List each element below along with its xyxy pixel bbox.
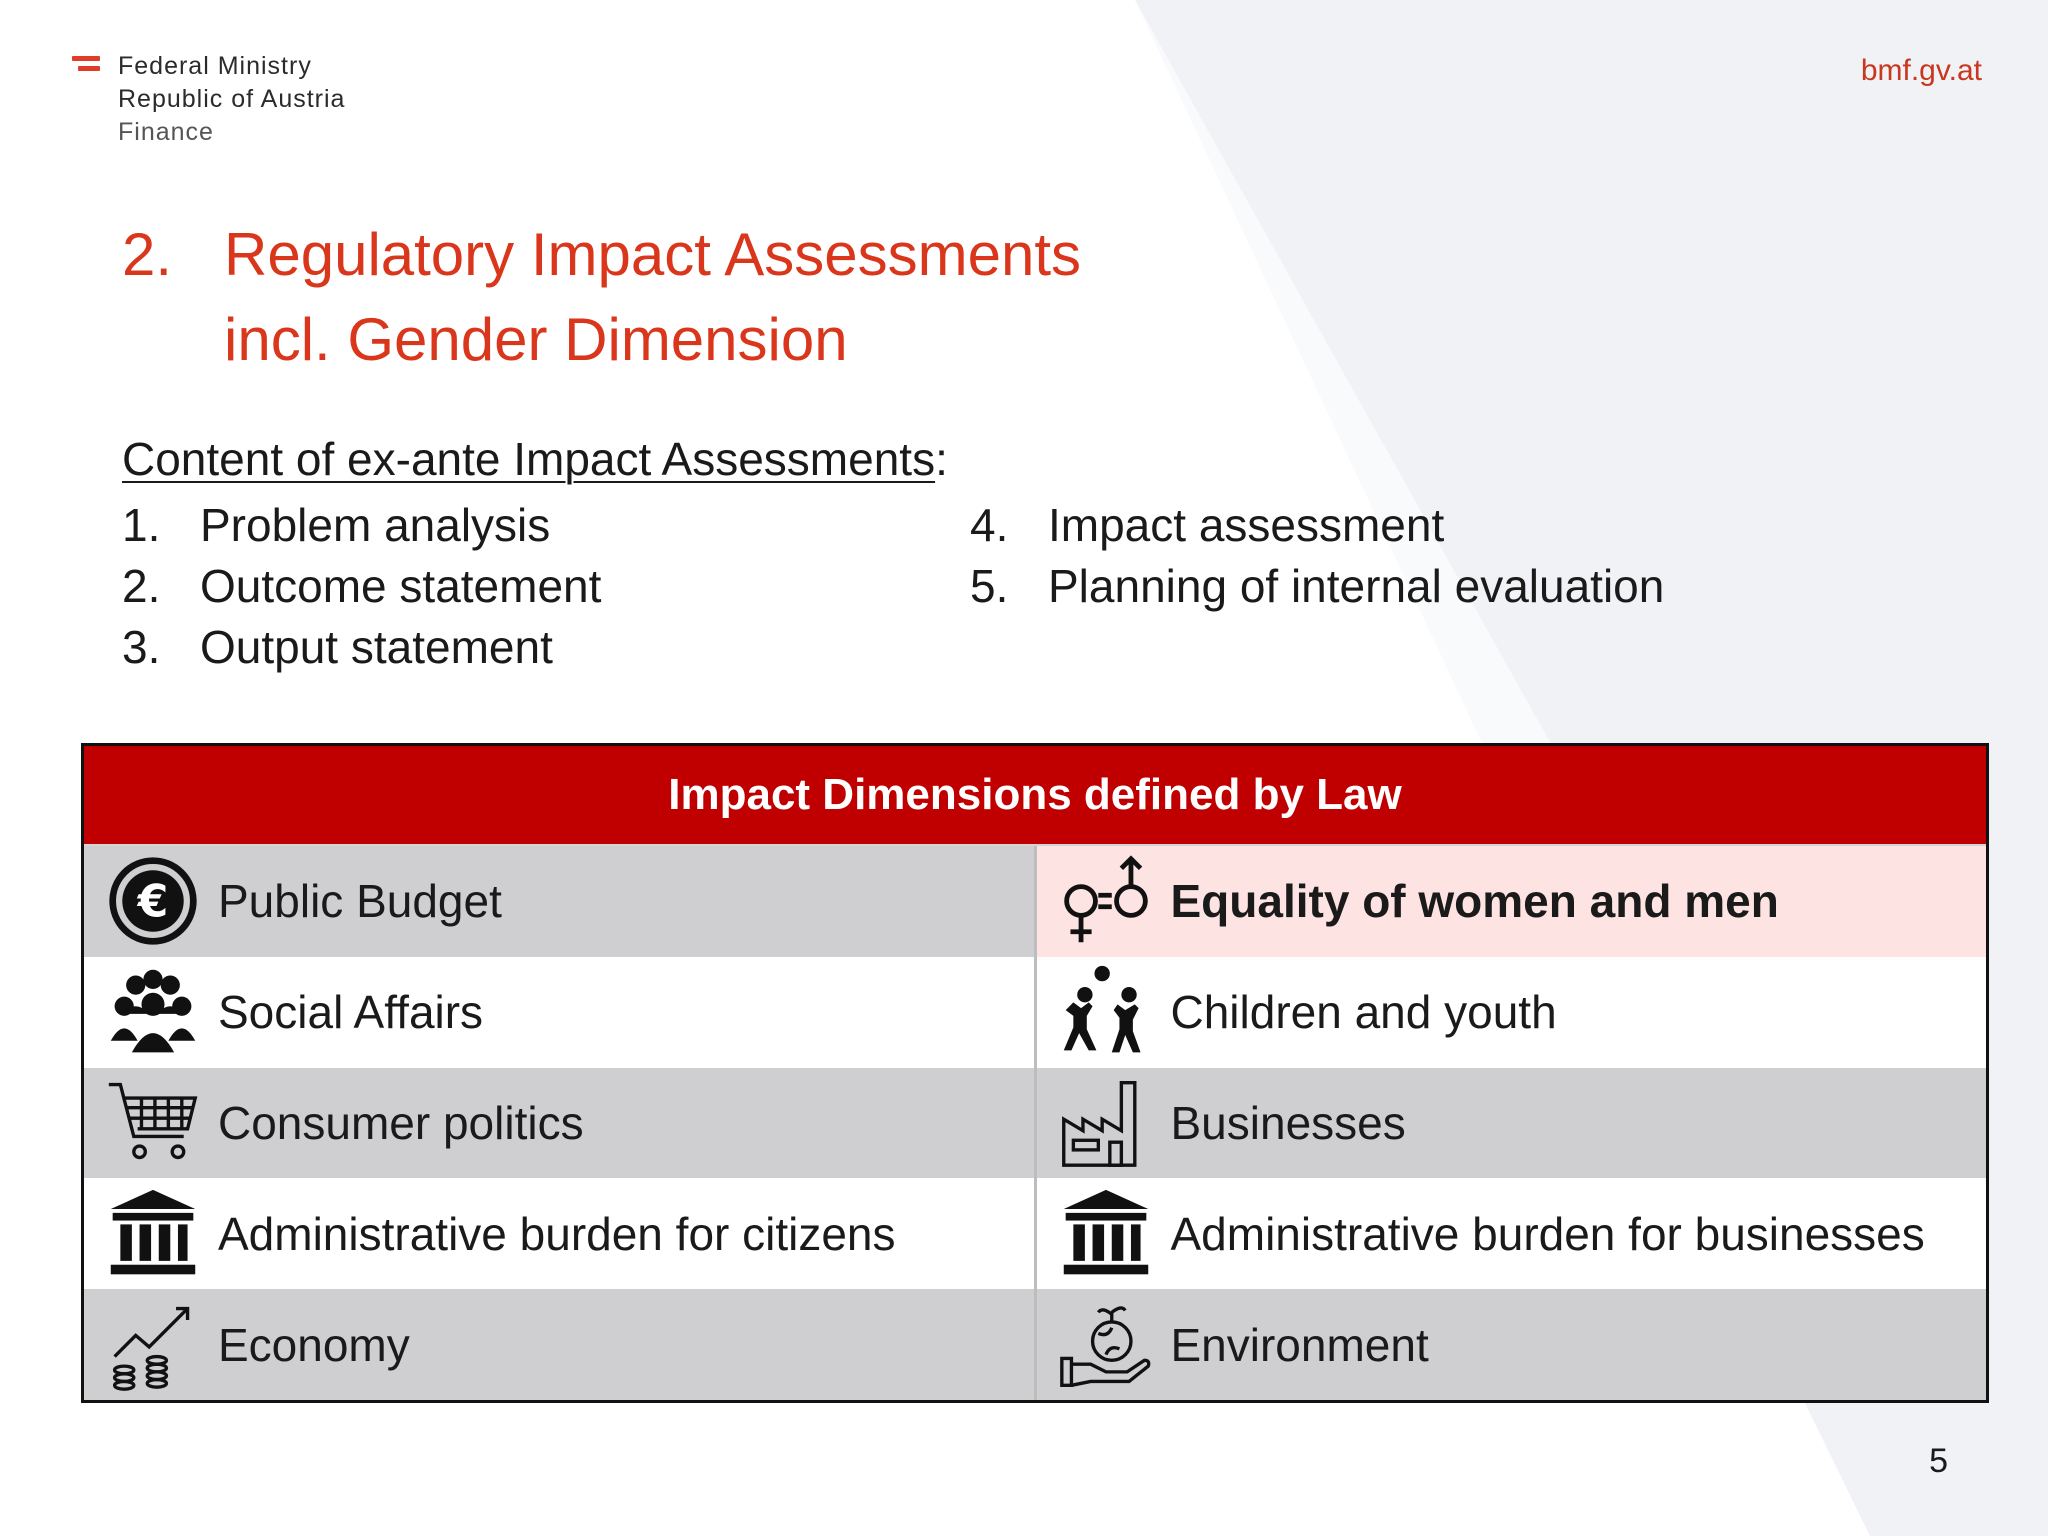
government-building-icon <box>1051 1184 1161 1284</box>
impact-dimensions-table <box>81 743 1989 1403</box>
content-heading-text: Content of ex-ante Impact Assessments <box>122 433 936 485</box>
cell-label: Equality of women and men <box>1170 875 1779 928</box>
step-number: 3. <box>122 621 161 673</box>
table-row <box>84 1289 1034 1400</box>
government-building-icon <box>98 1184 208 1284</box>
gender-equality-icon <box>1051 851 1161 951</box>
table-column-left <box>84 846 1037 1400</box>
factory-icon <box>1051 1073 1161 1173</box>
cell-label: Economy <box>218 1318 410 1371</box>
step-label: Planning of internal evaluation <box>1048 560 1665 612</box>
site-url: bmf.gv.at <box>1860 54 1982 87</box>
cell-label: Public Budget <box>218 875 502 928</box>
logo-line-2: Republic of Austria <box>118 85 346 113</box>
shopping-cart-icon <box>98 1073 208 1173</box>
step-label: Output statement <box>200 621 553 673</box>
step-number: 5. <box>970 560 1009 612</box>
cell-label: Social Affairs <box>218 986 484 1039</box>
table-row <box>84 957 1034 1068</box>
hand-globe-plant-icon <box>1051 1295 1161 1395</box>
title-line-1: Regulatory Impact Assessments <box>224 221 1082 288</box>
table-row <box>1037 957 1987 1068</box>
cell-label: Consumer politics <box>218 1096 584 1149</box>
cell-label: Administrative burden for businesses <box>1170 1207 1925 1260</box>
content-heading <box>122 432 948 486</box>
cell-label: Businesses <box>1170 1096 1406 1149</box>
people-group-icon <box>98 962 208 1062</box>
table-row <box>84 1178 1034 1289</box>
step-label: Problem analysis <box>200 499 551 551</box>
svg-text:€: € <box>137 876 169 928</box>
table-row <box>1037 1068 1987 1179</box>
children-playing-icon <box>1051 962 1161 1062</box>
step-number: 4. <box>970 499 1009 551</box>
page-number: 5 <box>1929 1442 1948 1480</box>
step-label: Outcome statement <box>200 560 602 612</box>
austria-flag-icon <box>72 56 100 74</box>
cell-label: Children and youth <box>1170 986 1557 1039</box>
table-row <box>1037 1178 1987 1289</box>
table-header: Impact Dimensions defined by Law <box>84 746 1986 846</box>
growth-coins-icon <box>98 1295 208 1395</box>
table-row <box>1037 1289 1987 1400</box>
title-line-2: incl. Gender Dimension <box>224 306 848 373</box>
title-number: 2. <box>122 221 173 288</box>
cell-label: Environment <box>1170 1318 1429 1371</box>
cell-label: Administrative burden for citizens <box>218 1207 896 1260</box>
logo-line-3: Finance <box>118 118 214 146</box>
logo-line-1: Federal Ministry <box>118 52 312 80</box>
table-row <box>84 1068 1034 1179</box>
table-column-right <box>1037 846 1987 1400</box>
content-heading-colon: : <box>935 433 948 485</box>
table-row <box>84 846 1034 957</box>
euro-icon <box>98 851 208 951</box>
step-number: 2. <box>122 560 161 612</box>
table-row <box>1037 846 1987 957</box>
step-label: Impact assessment <box>1048 499 1445 551</box>
step-number: 1. <box>122 499 161 551</box>
